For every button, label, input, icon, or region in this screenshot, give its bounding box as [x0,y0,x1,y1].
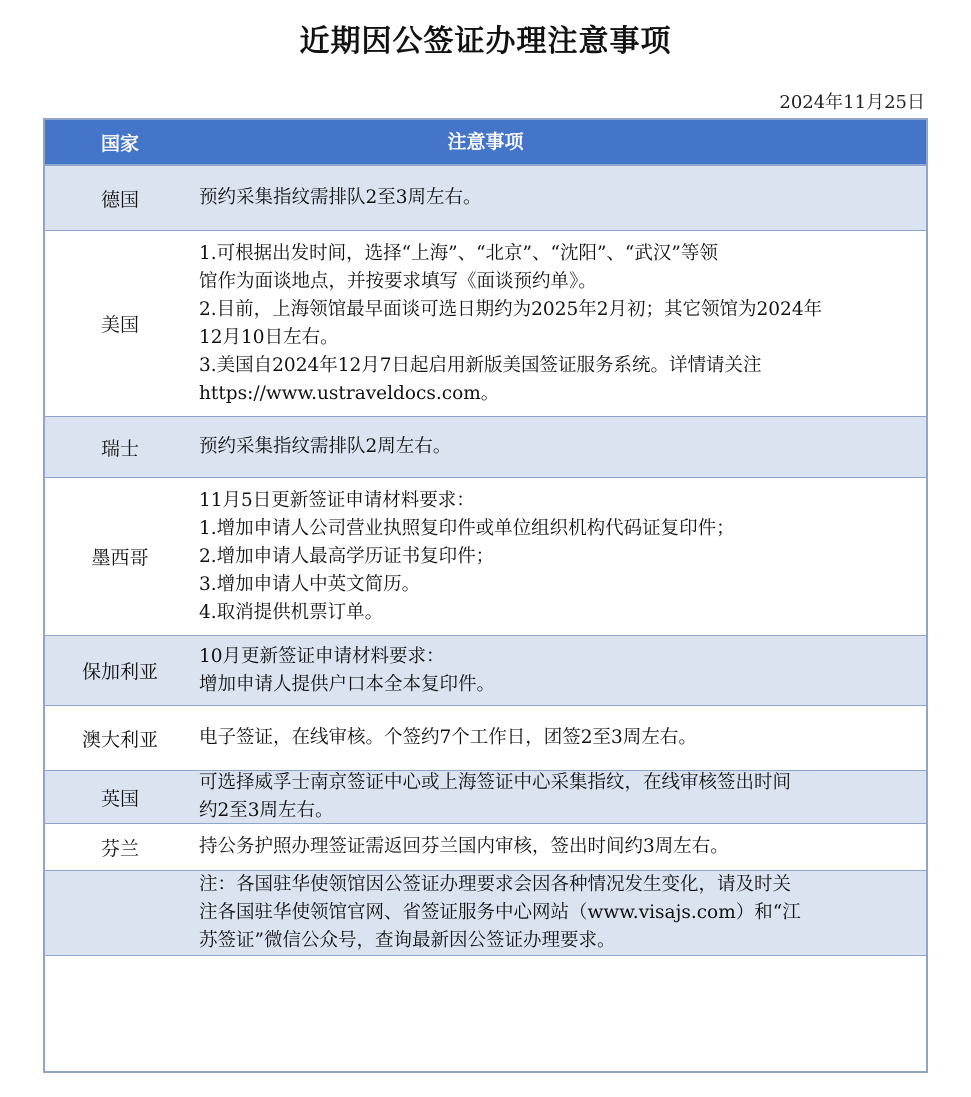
note-line: 电子签证，在线审核。个签约7个工作日，团签2至3周左右。 [199,727,697,748]
note-line: 注各国驻华使领馆官网、省签证服务中心网站（www.visajs.com）和“江 [199,902,801,923]
note-line: 4.取消提供机票订单。 [199,601,384,623]
note-line: 预约采集指纹需排队2至3周左右。 [199,187,482,208]
table-row [45,231,926,417]
country-cell: 美国 [100,314,139,336]
table-row [45,824,926,871]
note-line: 2.目前，上海领馆最早面谈可选日期约为2025年2月初；其它领馆为2024年 [199,298,823,320]
note-line: 注：各国驻华使领馆因公签证办理要求会因各种情况发生变化，请及时关 [199,874,792,895]
table-header-row [45,120,926,166]
note-line: 可选择威孚士南京签证中心或上海签证中心采集指纹，在线审核签出时间 [199,772,792,793]
header-note: 注意事项 [447,131,524,153]
document-date: 2024年11月25日 [779,92,925,113]
note-line: 3.美国自2024年12月7日起启用新版美国签证服务系统。详情请关注 [199,354,762,376]
table-row [45,636,926,706]
note-line: 10月更新签证申请材料要求： [199,645,445,667]
note-cell [195,417,926,477]
country-cell: 芬兰 [100,837,139,860]
table-row [45,166,926,231]
table-row [45,478,926,636]
note-line: 馆作为面谈地点，并按要求填写《面谈预约单》。 [199,270,597,292]
note-cell [195,771,926,823]
note-line: 约2至3周左右。 [199,800,334,821]
country-cell: 瑞士 [100,437,139,460]
note-cell [195,706,926,770]
empty-area [45,956,926,1071]
note-cell [195,871,926,955]
note-line: 3.增加申请人中英文简历。 [199,573,421,595]
note-cell [195,824,926,870]
note-line: 12月10日左右。 [199,326,339,348]
country-cell: 墨西哥 [91,547,149,569]
note-line: 预约采集指纹需排队2周左右。 [199,436,452,457]
note-line: https://www.ustraveldocs.com。 [199,382,500,404]
visa-notice-table [43,118,928,1073]
note-line: 2.增加申请人最高学历证书复印件； [199,545,495,567]
note-cell [195,231,926,416]
note-line: 11月5日更新签证申请材料要求： [199,489,475,511]
note-line: 1.增加申请人公司营业执照复印件或单位组织机构代码证复印件； [199,517,735,539]
note-cell [195,478,926,635]
header-country: 国家 [100,132,139,155]
table-row [45,706,926,771]
page-title: 近期因公签证办理注意事项 [299,24,672,59]
table-row [45,771,926,824]
note-line: 1.可根据出发时间，选择“上海”、“北京”、“沈阳”、“武汉”等领 [199,242,718,264]
note-line: 苏签证”微信公众号，查询最新因公签证办理要求。 [199,930,616,951]
note-cell [195,166,926,230]
table-row [45,871,926,956]
note-line: 增加申请人提供户口本全本复印件。 [199,673,496,695]
country-cell: 英国 [100,787,139,810]
country-cell: 保加利亚 [81,661,158,683]
country-cell: 德国 [100,188,139,211]
note-cell [195,636,926,705]
note-line: 持公务护照办理签证需返回芬兰国内审核，签出时间约3周左右。 [199,836,729,857]
country-cell [45,871,195,955]
country-cell: 澳大利亚 [81,728,158,751]
table-row [45,417,926,478]
